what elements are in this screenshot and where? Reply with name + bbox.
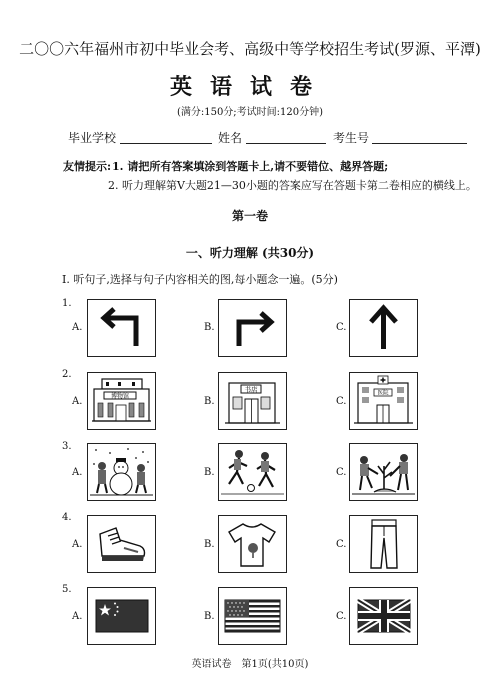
- option-b-picture[interactable]: [218, 299, 287, 357]
- option-b-picture[interactable]: [218, 443, 287, 501]
- question-number: 5.: [62, 584, 72, 595]
- option-label: B.: [204, 322, 215, 333]
- page-footer: 英语试卷 第1页(共10页): [191, 659, 309, 670]
- instruction-text: I. 听句子,选择与句子内容相关的图,每小题念一遍。(5分): [62, 273, 338, 286]
- planting-tree-icon: [350, 444, 417, 500]
- option-c-picture[interactable]: [349, 299, 418, 357]
- tshirt-icon: [219, 516, 286, 572]
- school-label: 毕业学校: [68, 131, 117, 145]
- volume-heading: 第一卷: [231, 209, 268, 223]
- name-field[interactable]: [246, 143, 326, 144]
- arrow-turn-right-icon: [219, 300, 286, 356]
- option-label: B.: [204, 539, 215, 550]
- football-players-icon: [219, 444, 286, 500]
- option-label: A.: [72, 467, 83, 478]
- option-b-picture[interactable]: [218, 587, 287, 645]
- option-a-picture[interactable]: [87, 372, 156, 430]
- option-c-picture[interactable]: [349, 587, 418, 645]
- option-label: A.: [72, 539, 83, 550]
- option-label: A.: [72, 396, 83, 407]
- school-field[interactable]: [120, 143, 212, 144]
- hospital-building-icon: [350, 373, 417, 429]
- sneaker-icon: [88, 516, 155, 572]
- option-label: B.: [204, 611, 215, 622]
- question-number: 1.: [62, 298, 72, 309]
- option-b-picture[interactable]: [218, 372, 287, 430]
- option-label: B.: [204, 467, 215, 478]
- option-c-picture[interactable]: [349, 372, 418, 430]
- exam-header-title: 二〇〇六年福州市初中毕业会考、高级中等学校招生考试(罗源、平潭): [19, 40, 481, 58]
- china-flag-icon: [88, 588, 155, 644]
- tips-line-1: 1. 请把所有答案填涂到答题卡上,请不要错位、越界答题;: [112, 160, 389, 173]
- arrow-up-icon: [350, 300, 417, 356]
- usa-flag-icon: [219, 588, 286, 644]
- option-label: C.: [336, 467, 347, 478]
- option-label: C.: [336, 396, 347, 407]
- arrow-turn-left-icon: [88, 300, 155, 356]
- option-c-picture[interactable]: [349, 443, 418, 501]
- option-label: A.: [72, 611, 83, 622]
- museum-sign: 博物馆: [110, 393, 130, 400]
- hospital-sign: 医院: [377, 390, 389, 397]
- trousers-icon: [350, 516, 417, 572]
- option-a-picture[interactable]: [87, 515, 156, 573]
- option-a-picture[interactable]: [87, 443, 156, 501]
- exam-duration-note: (满分:150分;考试时间:120分钟): [176, 107, 324, 118]
- exam-number-label: 考生号: [333, 131, 370, 145]
- option-a-picture[interactable]: [87, 299, 156, 357]
- option-label: C.: [336, 611, 347, 622]
- name-label: 姓名: [218, 131, 243, 145]
- option-label: A.: [72, 322, 83, 333]
- option-label: C.: [336, 322, 347, 333]
- question-number: 4.: [62, 512, 72, 523]
- section-heading: 一、听力理解 (共30分): [185, 246, 315, 260]
- option-label: B.: [204, 396, 215, 407]
- question-number: 3.: [62, 441, 72, 452]
- option-a-picture[interactable]: [87, 587, 156, 645]
- question-number: 2.: [62, 369, 72, 380]
- option-label: C.: [336, 539, 347, 550]
- museum-building-icon: [88, 373, 155, 429]
- option-c-picture[interactable]: [349, 515, 418, 573]
- bookstore-building-icon: [219, 373, 286, 429]
- uk-flag-icon: [350, 588, 417, 644]
- tips-label: 友情提示:: [63, 160, 112, 173]
- page-title: 英语试卷: [169, 74, 330, 100]
- bookstore-sign: 书店: [244, 385, 258, 394]
- tips-line-2: 2. 听力理解第V大题21—30小题的答案应写在答题卡第二卷相应的横线上。: [108, 179, 477, 192]
- exam-number-field[interactable]: [372, 143, 467, 144]
- snowman-kids-icon: [88, 444, 155, 500]
- option-b-picture[interactable]: [218, 515, 287, 573]
